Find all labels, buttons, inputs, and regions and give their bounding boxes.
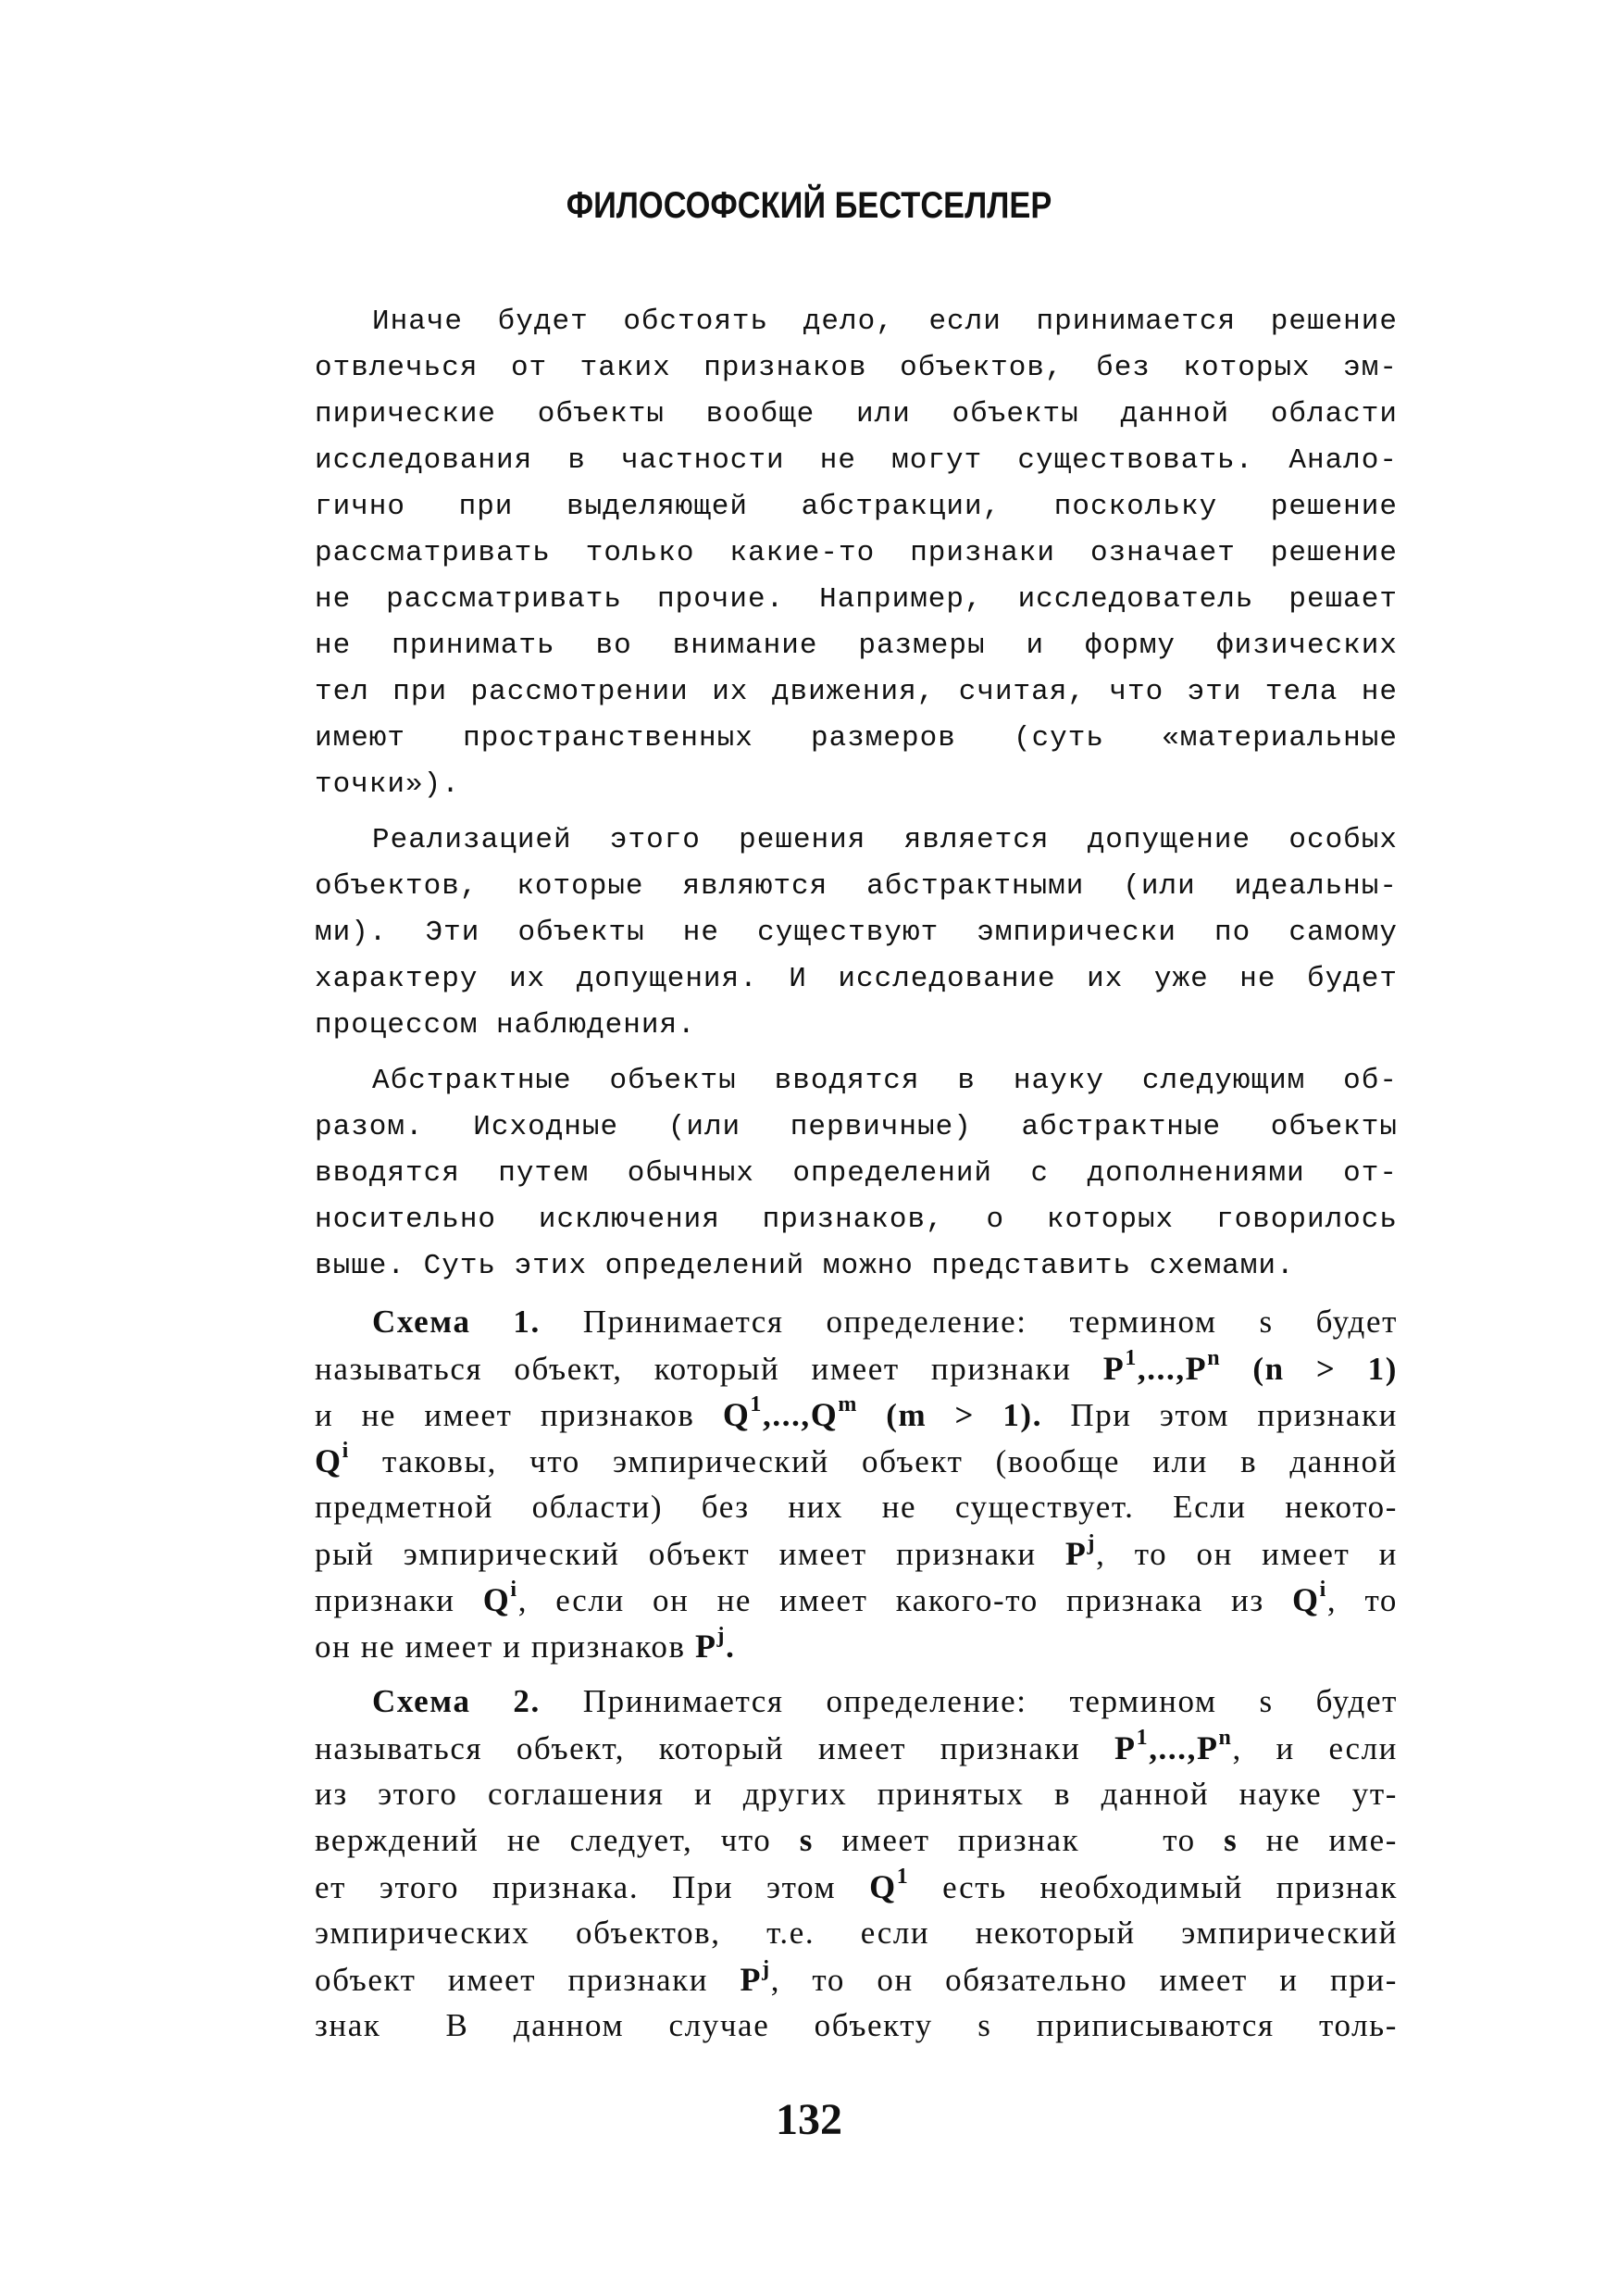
- symbol-p: P: [1064, 1535, 1088, 1572]
- superscript: 1: [1125, 1346, 1138, 1370]
- text-line: Иначе будет обстоять дело, если принимается решение: [372, 306, 1398, 338]
- page-number: 132: [776, 2095, 842, 2144]
- text-line: рассматривать только какие-то признаки означает решение: [315, 537, 1398, 569]
- symbol-s: s: [1224, 1822, 1238, 1858]
- text-line: [315, 1530, 1398, 1577]
- text-span: , то: [1326, 1582, 1398, 1618]
- text-span: ,...,: [1137, 1351, 1186, 1387]
- text-line: имеют пространственных размеров (суть «материальные: [315, 722, 1398, 755]
- superscript: j: [716, 1624, 727, 1648]
- symbol-q: Q: [810, 1396, 839, 1433]
- text-line: исследования в частности не могут существовать. Анало-: [315, 444, 1398, 477]
- condition: (m > 1).: [886, 1397, 1043, 1433]
- text-line: эмпирических объектов, т.е. если некоторый эмпирический: [315, 1915, 1398, 1951]
- text-line: не рассматривать прочие. Например, исследователь решает: [315, 583, 1398, 616]
- superscript: j: [1087, 1531, 1097, 1555]
- text-line: гично при выделяющей абстракции, поскольку решение: [315, 491, 1398, 523]
- text-line: Абстрактные объекты вводятся в науку следующим об-: [372, 1065, 1398, 1097]
- symbol-q: Q: [1292, 1581, 1320, 1618]
- body-text: [315, 299, 1398, 2058]
- text-line: тел при рассмотрении их движения, считая, что эти тела не: [315, 676, 1398, 708]
- text-span: знак: [315, 2007, 381, 2043]
- paragraph-2: [315, 817, 1398, 1049]
- text-line: выше. Суть этих определений можно представить схемами.: [315, 1250, 1295, 1282]
- running-header: ФИЛОСОФСКИЙ БЕСТСЕЛЛЕР: [566, 185, 1052, 226]
- superscript: i: [342, 1439, 350, 1463]
- symbol-p: P: [1196, 1729, 1219, 1766]
- text-span: называться объект, который имеет признаки: [315, 1351, 1072, 1387]
- text-span: имеет признак: [841, 1822, 1080, 1858]
- text-span: называться объект, который имеет признаки: [315, 1730, 1081, 1766]
- paragraph-1: [315, 299, 1398, 808]
- text-line: [315, 1725, 1398, 1771]
- text-line: разом. Исходные (или первичные) абстрактные объекты: [315, 1111, 1398, 1143]
- text-span: , если он не имеет какого-то признака из: [517, 1582, 1264, 1618]
- text-line: [315, 1623, 1398, 1669]
- text-span: ,...,: [1149, 1730, 1197, 1766]
- text-span: .: [726, 1628, 736, 1665]
- text-span: он не имеет и признаков: [315, 1628, 686, 1665]
- text-span: не име-: [1265, 1822, 1398, 1858]
- text-line: [315, 1438, 1398, 1484]
- superscript: j: [762, 1957, 771, 1981]
- superscript: m: [838, 1392, 858, 1416]
- text-line: [315, 1391, 1398, 1438]
- symbol-q: Q: [722, 1396, 751, 1433]
- symbol-q: Q: [869, 1868, 897, 1905]
- text-line: [315, 2003, 1398, 2049]
- symbol-s: s: [799, 1822, 814, 1858]
- scheme-1: [315, 1299, 1398, 1669]
- text-span: Принимается определение: термином s будет: [582, 1683, 1398, 1719]
- text-line: точки»).: [315, 768, 460, 801]
- text-span: , и если: [1232, 1730, 1398, 1766]
- scheme-2: [315, 1678, 1398, 2049]
- text-span: признаки: [315, 1582, 455, 1618]
- text-span: ,...,: [763, 1397, 811, 1433]
- text-line: объектов, которые являются абстрактными (или идеальны-: [315, 870, 1398, 903]
- superscript: 1: [1136, 1726, 1150, 1750]
- paragraph-3: [315, 1058, 1398, 1290]
- text-span: таковы, что эмпирический объект (вообще или в данной: [382, 1443, 1398, 1479]
- symbol-p: P: [1114, 1729, 1137, 1766]
- condition: (n > 1): [1252, 1351, 1398, 1387]
- text-line: [315, 1678, 1398, 1725]
- text-line: вводятся путем обычных определений с дополнениями от-: [315, 1157, 1398, 1190]
- text-line: носительно исключения признаков, о которых говорилось: [315, 1204, 1398, 1236]
- text-span: , то он имеет и: [1096, 1536, 1398, 1572]
- text-span: Принимается определение: термином s будет: [582, 1304, 1398, 1340]
- text-line: Реализацией этого решения является допущение особых: [372, 824, 1398, 856]
- superscript: 1: [896, 1865, 910, 1889]
- text-span: то: [1163, 1822, 1196, 1858]
- text-span: В данном случае объекту s приписываются толь-: [445, 2007, 1398, 2043]
- superscript: n: [1218, 1726, 1233, 1750]
- symbol-p: P: [694, 1628, 717, 1665]
- text-span: верждений не следует, что: [315, 1822, 772, 1858]
- text-span: есть необходимый признак: [942, 1869, 1398, 1905]
- symbol-q: Q: [482, 1581, 511, 1618]
- text-line: [315, 1299, 1398, 1345]
- text-line: отвлечься от таких признаков объектов, без которых эм-: [315, 352, 1398, 384]
- superscript: i: [510, 1578, 518, 1602]
- scheme-label: Схема 2.: [372, 1683, 541, 1719]
- text-line: предметной области) без них не существует. Если некото-: [315, 1489, 1398, 1525]
- text-line: не принимать во внимание размеры и форму физических: [315, 630, 1398, 662]
- superscript: i: [1319, 1578, 1327, 1602]
- text-line: ми). Эти объекты не существуют эмпирически по самому: [315, 917, 1398, 949]
- symbol-p: P: [1102, 1350, 1126, 1387]
- text-span: и не имеет признаков: [315, 1397, 695, 1433]
- text-span: При этом признаки: [1070, 1397, 1398, 1433]
- text-line: [315, 1864, 1398, 1910]
- symbol-p: P: [1185, 1350, 1208, 1387]
- text-span: рый эмпирический объект имеет признаки: [315, 1536, 1037, 1572]
- text-line: [315, 1817, 1398, 1864]
- scheme-label: Схема 1.: [372, 1304, 541, 1340]
- text-line: [315, 1577, 1398, 1623]
- text-line: [315, 1956, 1398, 2003]
- text-span: объект имеет признаки: [315, 1962, 709, 1998]
- text-line: процессом наблюдения.: [315, 1009, 696, 1042]
- superscript: 1: [750, 1392, 764, 1416]
- text-line: характеру их допущения. И исследование их уже не будет: [315, 963, 1398, 995]
- text-line: [315, 1345, 1398, 1391]
- symbol-p: P: [740, 1961, 763, 1998]
- text-line: пирические объекты вообще или объекты данной области: [315, 398, 1398, 430]
- symbol-q: Q: [315, 1442, 342, 1479]
- superscript: n: [1207, 1346, 1222, 1370]
- text-span: ет этого признака. При этом: [315, 1869, 837, 1905]
- text-line: из этого соглашения и других принятых в данной науке ут-: [315, 1776, 1398, 1812]
- text-span: , то он обязательно имеет и при-: [770, 1962, 1398, 1998]
